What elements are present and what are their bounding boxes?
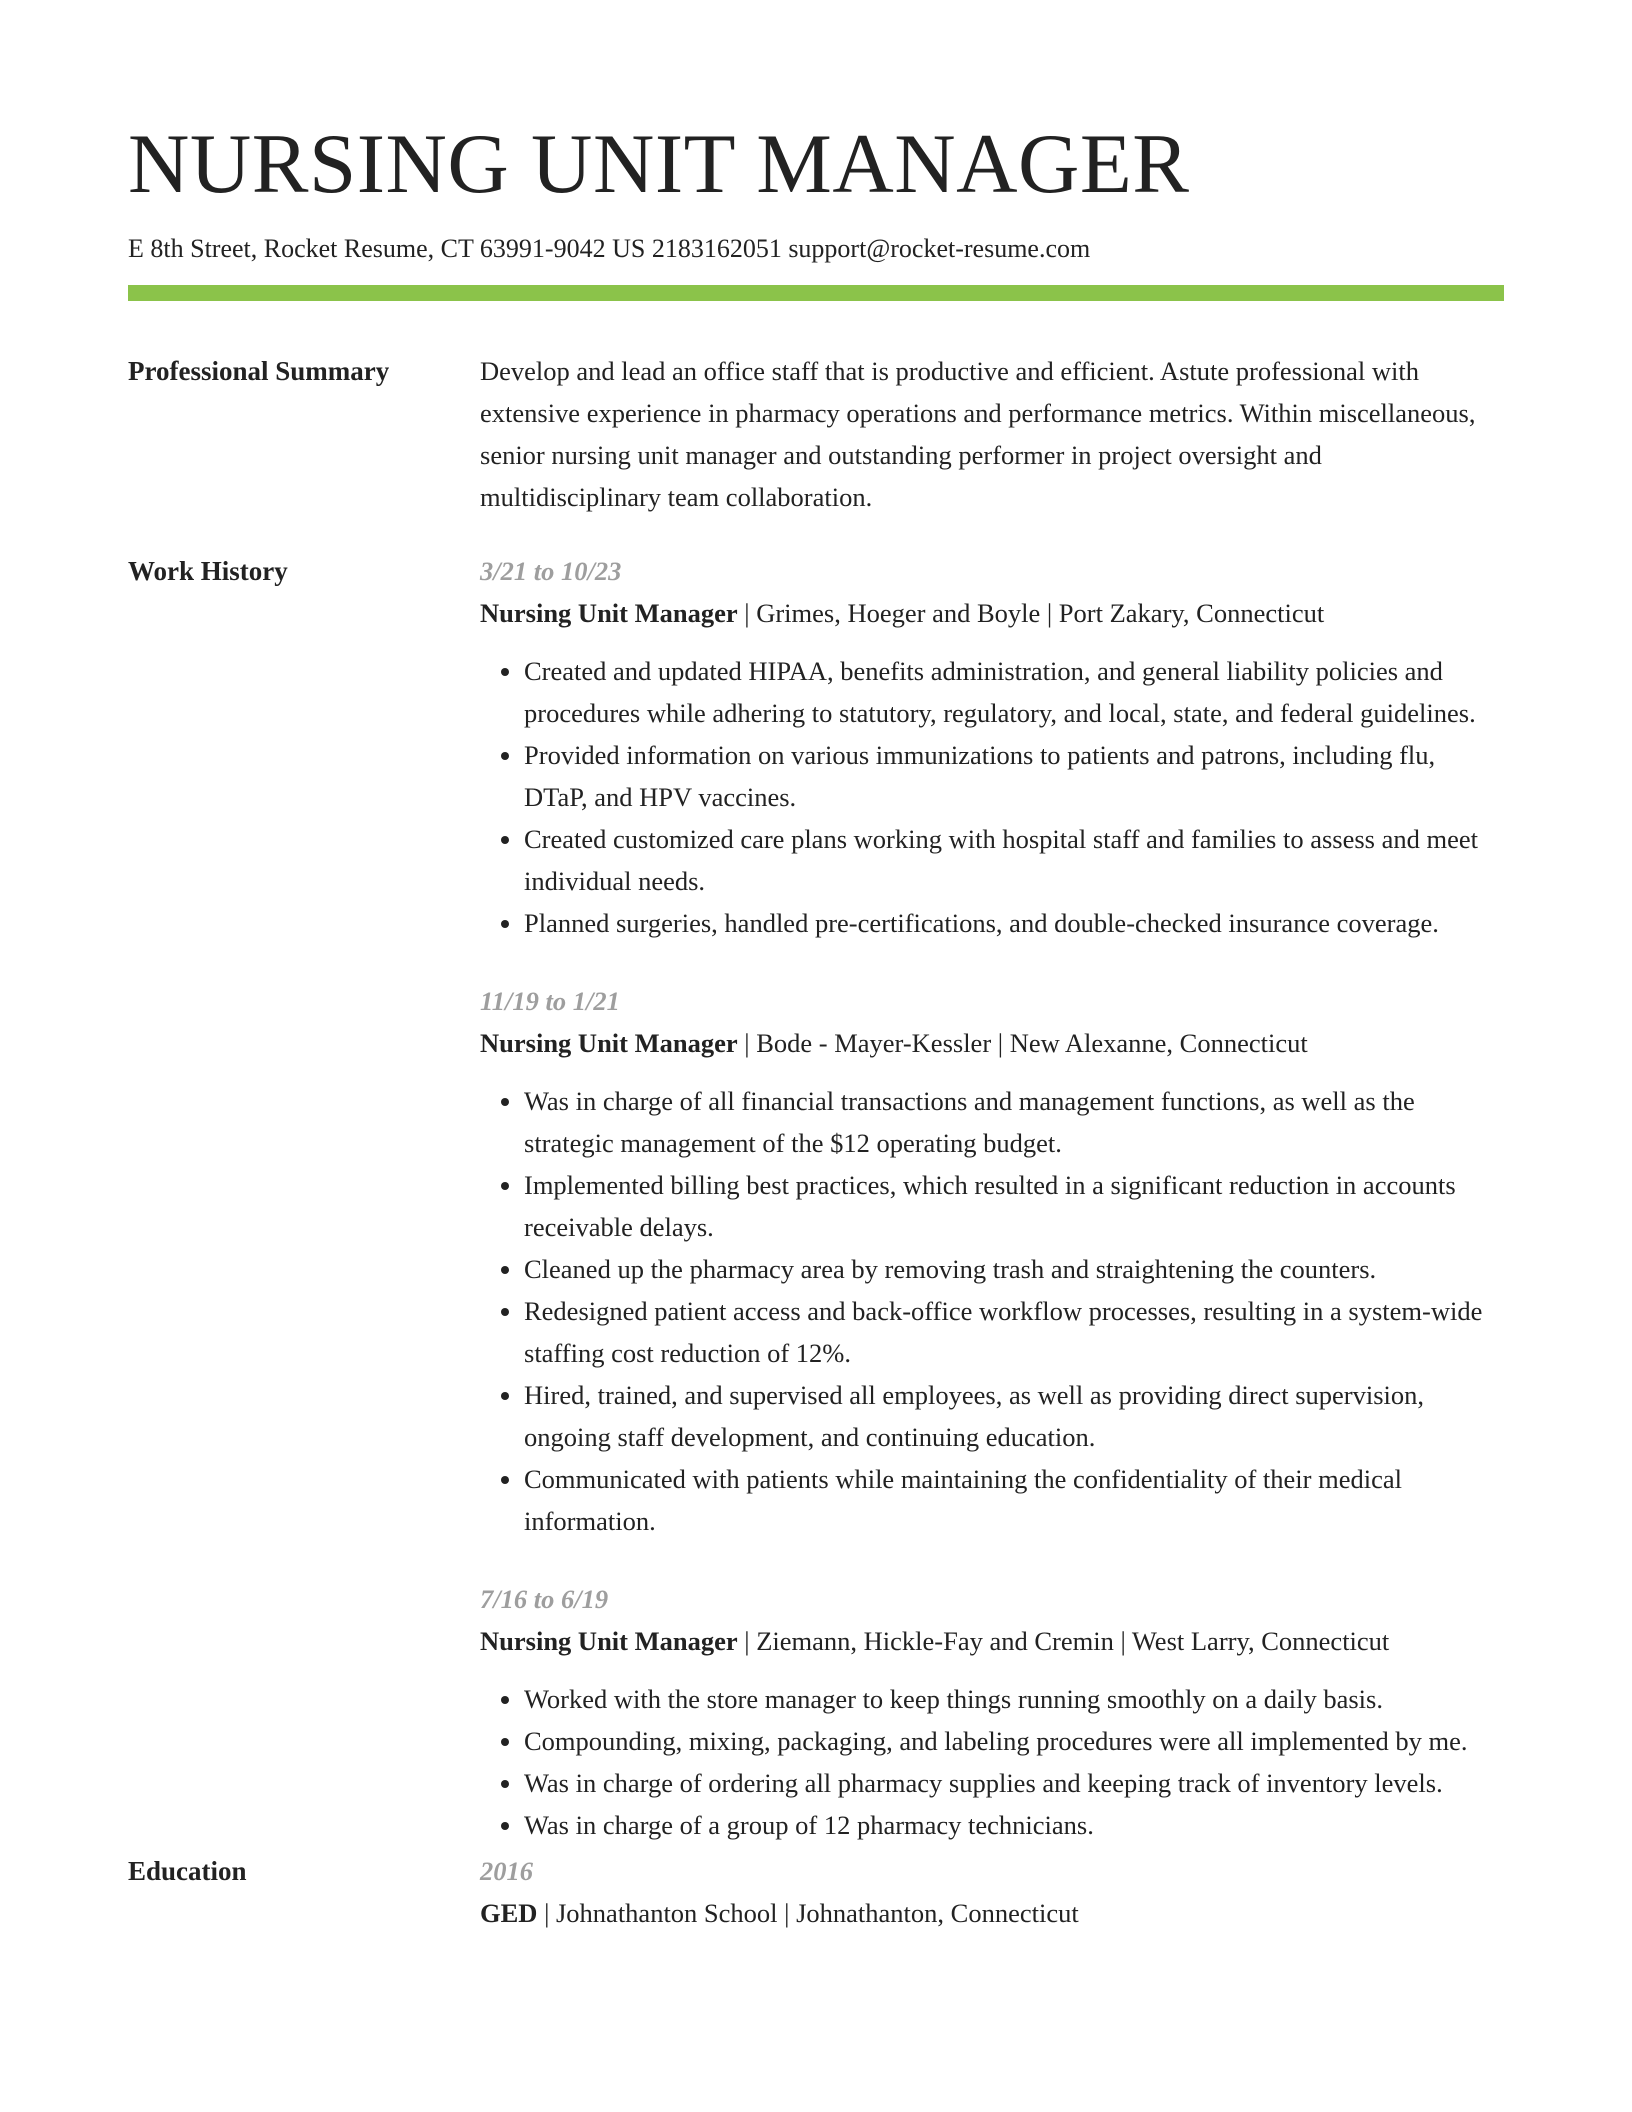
job-list: [480, 550, 1504, 1846]
job-dates: 11/19 to 1/21: [480, 986, 620, 1016]
professional-summary-section: [128, 350, 1504, 518]
job-dates: 7/16 to 6/19: [480, 1584, 609, 1614]
education-degree: GED: [480, 1898, 538, 1928]
job-details: | Grimes, Hoeger and Boyle | Port Zakary, Connecticut: [737, 598, 1325, 628]
contact-phone: 2183162051: [651, 234, 782, 263]
job-title: Nursing Unit Manager: [480, 1626, 738, 1656]
education-section: [128, 1850, 1504, 1934]
job-bullets: [480, 650, 1504, 944]
list-item: • Created and updated HIPAA, benefits administration, and general liability policies and procedures while adhering to statutory, regulatory, and local, state, and federal guidelines.: [524, 650, 1504, 734]
list-item: • Redesigned patient access and back-office workflow processes, resulting in a system-wide staffing cost reduction of 12%.: [524, 1290, 1504, 1374]
resume-title: NURSING UNIT MANAGER: [128, 117, 1190, 211]
resume-sections: [128, 350, 1504, 1934]
list-item: • Was in charge of a group of 12 pharmacy technicians.: [524, 1804, 1504, 1846]
list-item: • Planned surgeries, handled pre-certifications, and double-checked insurance coverage.: [524, 902, 1504, 944]
work-history-section: [128, 550, 1504, 1846]
education-year: 2016: [480, 1856, 533, 1886]
job-heading: [480, 1022, 1504, 1064]
list-item: • Provided information on various immunizations to patients and patrons, including flu, DTaP, and HPV vaccines.: [524, 734, 1504, 818]
job-details: | Bode - Mayer-Kessler | New Alexanne, Connecticut: [737, 1028, 1308, 1058]
job-dates: 3/21 to 10/23: [480, 556, 622, 586]
job-heading: [480, 1620, 1504, 1662]
section-label: Education: [128, 1856, 247, 1886]
job-bullets: [480, 1678, 1504, 1846]
job-heading: [480, 592, 1504, 634]
list-item: • Hired, trained, and supervised all employees, as well as providing direct supervision, ongoing staff development, and continuing education.: [524, 1374, 1504, 1458]
list-item: • Created customized care plans working with hospital staff and families to assess and meet individual needs.: [524, 818, 1504, 902]
list-item: • Compounding, mixing, packaging, and labeling procedures were all implemented by me.: [524, 1720, 1504, 1762]
job-bullets: [480, 1080, 1504, 1542]
list-item: • Was in charge of ordering all pharmacy supplies and keeping track of inventory levels.: [524, 1762, 1504, 1804]
contact-email[interactable]: support@rocket-resume.com: [788, 234, 1091, 263]
section-label: Professional Summary: [128, 356, 390, 386]
header-divider: [128, 285, 1504, 301]
summary-text: Develop and lead an office staff that is productive and efficient. Astute professional with extensive experience in pharmacy operations and performance metrics. Within miscellaneous, senior nursing unit manager and outstanding performer in project oversight and multidisciplinary team collaboration.: [480, 356, 1476, 512]
contact-line: [128, 232, 1090, 266]
list-item: • Communicated with patients while maintaining the confidentiality of their medical information.: [524, 1458, 1504, 1542]
list-item: • Was in charge of all financial transactions and management functions, as well as the strategic management of the $12 operating budget.: [524, 1080, 1504, 1164]
contact-address: E 8th Street, Rocket Resume, CT 63991-9042 US: [128, 234, 646, 263]
list-item: • Worked with the store manager to keep things running smoothly on a daily basis.: [524, 1678, 1504, 1720]
section-label: Work History: [128, 556, 288, 586]
job-entry: [480, 1578, 1504, 1846]
list-item: • Implemented billing best practices, which resulted in a significant reduction in accounts receivable delays.: [524, 1164, 1504, 1248]
job-entry: [480, 550, 1504, 944]
job-details: | Ziemann, Hickle-Fay and Cremin | West Larry, Connecticut: [737, 1626, 1390, 1656]
job-title: Nursing Unit Manager: [480, 598, 738, 628]
job-title: Nursing Unit Manager: [480, 1028, 738, 1058]
job-entry: [480, 980, 1504, 1542]
education-heading: [480, 1892, 1504, 1934]
education-details: | Johnathanton School | Johnathanton, Connecticut: [537, 1898, 1079, 1928]
list-item: • Cleaned up the pharmacy area by removing trash and straightening the counters.: [524, 1248, 1504, 1290]
